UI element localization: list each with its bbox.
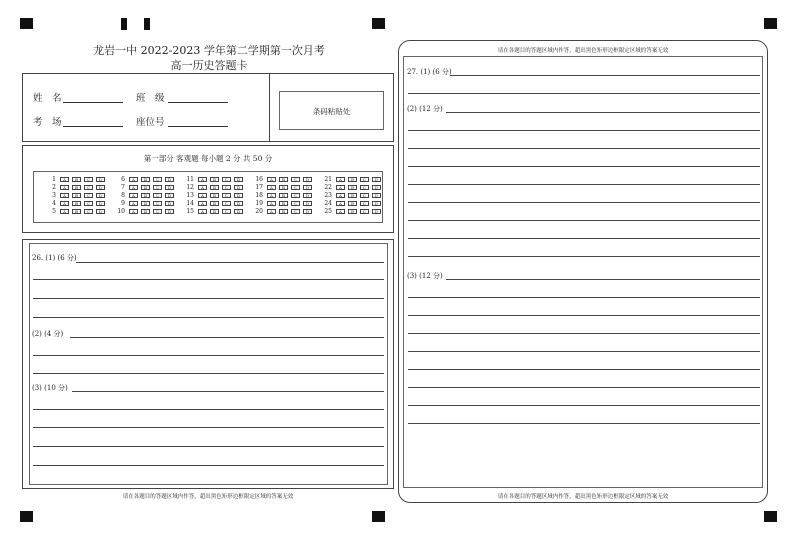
answer-bubble-4-d[interactable]: D (96, 201, 105, 206)
answer-bubble-22-d[interactable]: D (372, 185, 381, 190)
q27-part1-label: 27. (1) (6 分) (407, 68, 452, 76)
q27-answer-line[interactable] (408, 423, 760, 424)
q27-answer-line[interactable] (408, 184, 760, 185)
q26-answer-line[interactable] (33, 298, 384, 299)
q26-answer-line[interactable] (33, 279, 384, 280)
answer-bubble-10-a[interactable]: A (129, 209, 138, 214)
answer-bubble-7-a[interactable]: A (129, 185, 138, 190)
answer-bubble-3-b[interactable]: B (72, 193, 81, 198)
objective-title: 第一部分 客观题 每小题 2 分 共 50 分 (143, 154, 273, 163)
answer-bubble-23-c[interactable]: C (360, 193, 369, 198)
student-info-box (22, 73, 394, 142)
exam-room-label: 考 场 (33, 117, 62, 128)
answer-bubble-19-a[interactable]: A (267, 201, 276, 206)
question-number: 4 (52, 200, 56, 207)
question-number: 11 (186, 176, 194, 183)
q26-part2-line-1[interactable] (70, 337, 384, 338)
q27-answer-line[interactable] (408, 238, 760, 239)
barcode-label: 条码粘贴处 (312, 107, 351, 116)
q26-part1-line-1[interactable] (76, 262, 384, 263)
bubble-grid (33, 171, 383, 223)
question-number: 2 (52, 184, 56, 191)
answer-bubble-14-d[interactable]: D (234, 201, 243, 206)
q27-answer-line[interactable] (408, 148, 760, 149)
answer-bubble-14-a[interactable]: A (198, 201, 207, 206)
answer-bubble-12-d[interactable]: D (234, 185, 243, 190)
answer-bubble-2-a[interactable]: A (60, 185, 69, 190)
question-number: 8 (121, 192, 125, 199)
answer-bubble-14-b[interactable]: B (210, 201, 219, 206)
class-label: 班 级 (136, 93, 165, 104)
answer-bubble-24-c[interactable]: C (360, 201, 369, 206)
answer-bubble-18-a[interactable]: A (267, 193, 276, 198)
answer-bubble-12-a[interactable]: A (198, 185, 207, 190)
answer-bubble-1-d[interactable]: D (96, 177, 105, 182)
answer-bubble-9-a[interactable]: A (129, 201, 138, 206)
right-top-notice: 请在各题目的答题区域内作答，超出黑色矩形边框限定区域的答案无效 (497, 48, 669, 54)
q27-answer-line[interactable] (408, 405, 760, 406)
answer-bubble-9-b[interactable]: B (141, 201, 150, 206)
answer-bubble-14-c[interactable]: C (222, 201, 231, 206)
name-field[interactable] (63, 102, 123, 103)
answer-bubble-9-c[interactable]: C (153, 201, 162, 206)
q26-answer-line[interactable] (33, 409, 384, 410)
answer-bubble-24-d[interactable]: D (372, 201, 381, 206)
q27-answer-line[interactable] (408, 315, 760, 316)
answer-bubble-13-c[interactable]: C (222, 193, 231, 198)
q26-answer-line[interactable] (33, 317, 384, 318)
q27-answer-line[interactable] (408, 387, 760, 388)
answer-bubble-7-c[interactable]: C (153, 185, 162, 190)
answer-bubble-6-c[interactable]: C (153, 177, 162, 182)
answer-bubble-11-d[interactable]: D (234, 177, 243, 182)
seat-field[interactable] (168, 126, 228, 127)
answer-bubble-17-d[interactable]: D (303, 185, 312, 190)
q26-answer-line[interactable] (33, 465, 384, 466)
q27-part2-line-1[interactable] (446, 112, 760, 113)
question-number: 9 (121, 200, 125, 207)
answer-bubble-15-a[interactable]: A (198, 209, 207, 214)
answer-bubble-16-b[interactable]: B (279, 177, 288, 182)
answer-bubble-21-d[interactable]: D (372, 177, 381, 182)
answer-bubble-11-a[interactable]: A (198, 177, 207, 182)
answer-bubble-8-c[interactable]: C (153, 193, 162, 198)
question-number: 1 (52, 176, 56, 183)
class-field[interactable] (168, 102, 228, 103)
q27-answer-line[interactable] (408, 351, 760, 352)
question-number: 23 (324, 192, 332, 199)
answer-bubble-4-a[interactable]: A (60, 201, 69, 206)
answer-bubble-19-c[interactable]: C (291, 201, 300, 206)
q27-answer-line[interactable] (408, 256, 760, 257)
question-number: 21 (324, 176, 332, 183)
question-number: 22 (324, 184, 332, 191)
answer-bubble-25-c[interactable]: C (360, 209, 369, 214)
answer-bubble-10-b[interactable]: B (141, 209, 150, 214)
answer-bubble-12-c[interactable]: C (222, 185, 231, 190)
left-bottom-notice: 请在各题目的答题区域内作答，超出黑色矩形边框限定区域的答案无效 (122, 494, 294, 500)
answer-bubble-4-c[interactable]: C (84, 201, 93, 206)
q27-part2-label: (2) (12 分) (407, 105, 443, 113)
q27-answer-panel (398, 40, 768, 503)
barcode-area (279, 91, 384, 130)
q27-answer-line[interactable] (408, 130, 760, 131)
answer-bubble-16-d[interactable]: D (303, 177, 312, 182)
answer-bubble-6-d[interactable]: D (165, 177, 174, 182)
q26-inner-frame (29, 243, 388, 485)
answer-bubble-15-d[interactable]: D (234, 209, 243, 214)
question-number: 14 (186, 200, 194, 207)
q27-part3-line-1[interactable] (446, 279, 760, 280)
answer-bubble-18-b[interactable]: B (279, 193, 288, 198)
answer-bubble-6-b[interactable]: B (141, 177, 150, 182)
answer-bubble-3-c[interactable]: C (84, 193, 93, 198)
answer-bubble-5-a[interactable]: A (60, 209, 69, 214)
answer-bubble-17-a[interactable]: A (267, 185, 276, 190)
answer-bubble-21-a[interactable]: A (336, 177, 345, 182)
answer-bubble-13-a[interactable]: A (198, 193, 207, 198)
q27-answer-line[interactable] (408, 166, 760, 167)
answer-bubble-6-a[interactable]: A (129, 177, 138, 182)
answer-bubble-5-d[interactable]: D (96, 209, 105, 214)
q27-part3-label: (3) (12 分) (407, 272, 443, 280)
question-number: 12 (186, 184, 194, 191)
seat-label: 座位号 (136, 117, 165, 128)
answer-bubble-8-d[interactable]: D (165, 193, 174, 198)
answer-bubble-2-b[interactable]: B (72, 185, 81, 190)
answer-bubble-20-a[interactable]: A (267, 209, 276, 214)
question-number: 20 (255, 208, 263, 215)
answer-bubble-21-c[interactable]: C (360, 177, 369, 182)
question-number: 5 (52, 208, 56, 215)
answer-bubble-15-c[interactable]: C (222, 209, 231, 214)
answer-bubble-4-b[interactable]: B (72, 201, 81, 206)
q26-answer-box (22, 239, 394, 489)
question-number: 25 (324, 208, 332, 215)
corner-mark-top-right (764, 18, 777, 29)
q27-answer-line[interactable] (408, 93, 760, 94)
corner-mark-top-middle (372, 18, 385, 29)
answer-bubble-1-a[interactable]: A (60, 177, 69, 182)
q27-inner-frame (403, 56, 763, 488)
question-number: 6 (121, 176, 125, 183)
answer-bubble-25-d[interactable]: D (372, 209, 381, 214)
answer-bubble-17-c[interactable]: C (291, 185, 300, 190)
answer-bubble-7-d[interactable]: D (165, 185, 174, 190)
answer-bubble-13-d[interactable]: D (234, 193, 243, 198)
timing-mark-2 (144, 18, 150, 30)
exam-room-field[interactable] (63, 126, 123, 127)
timing-mark-1 (121, 18, 127, 30)
info-divider (269, 74, 270, 141)
answer-bubble-20-d[interactable]: D (303, 209, 312, 214)
q26-answer-line[interactable] (33, 446, 384, 447)
right-bottom-notice: 请在各题目的答题区域内作答，超出黑色矩形边框限定区域的答案无效 (497, 494, 669, 500)
answer-bubble-5-b[interactable]: B (72, 209, 81, 214)
corner-mark-bottom-right (764, 511, 777, 522)
answer-bubble-8-a[interactable]: A (129, 193, 138, 198)
question-number: 13 (186, 192, 194, 199)
answer-bubble-24-a[interactable]: A (336, 201, 345, 206)
corner-mark-top-left (20, 18, 33, 29)
answer-bubble-2-d[interactable]: D (96, 185, 105, 190)
answer-bubble-5-c[interactable]: C (84, 209, 93, 214)
q26-answer-line[interactable] (33, 427, 384, 428)
q26-part3-line-1[interactable] (72, 391, 384, 392)
question-number: 16 (255, 176, 263, 183)
q26-answer-line[interactable] (33, 373, 384, 374)
card-title: 高一历史答题卡 (170, 59, 248, 72)
answer-bubble-8-b[interactable]: B (141, 193, 150, 198)
answer-bubble-25-b[interactable]: B (348, 209, 357, 214)
q27-part1-line-1[interactable] (450, 75, 760, 76)
answer-bubble-16-a[interactable]: A (267, 177, 276, 182)
q26-part3-label: (3) (10 分) (32, 384, 68, 392)
name-label: 姓 名 (33, 93, 62, 104)
answer-bubble-20-c[interactable]: C (291, 209, 300, 214)
q27-answer-line[interactable] (408, 297, 760, 298)
answer-bubble-1-c[interactable]: C (84, 177, 93, 182)
q27-answer-line[interactable] (408, 220, 760, 221)
question-number: 18 (255, 192, 263, 199)
answer-bubble-1-b[interactable]: B (72, 177, 81, 182)
exam-title: 龙岩一中 2022-2023 学年第二学期第一次月考 (93, 44, 325, 57)
answer-bubble-17-b[interactable]: B (279, 185, 288, 190)
q26-part1-label: 26. (1) (6 分) (32, 254, 77, 262)
q26-answer-line[interactable] (33, 355, 384, 356)
q27-answer-line[interactable] (408, 333, 760, 334)
answer-bubble-10-d[interactable]: D (165, 209, 174, 214)
answer-bubble-19-b[interactable]: B (279, 201, 288, 206)
objective-section (22, 145, 394, 233)
question-number: 7 (121, 184, 125, 191)
q26-part2-label: (2) (4 分) (32, 330, 64, 338)
answer-bubble-10-c[interactable]: C (153, 209, 162, 214)
answer-bubble-3-a[interactable]: A (60, 193, 69, 198)
corner-mark-bottom-left (20, 511, 33, 522)
answer-bubble-23-d[interactable]: D (372, 193, 381, 198)
answer-bubble-13-b[interactable]: B (210, 193, 219, 198)
answer-bubble-7-b[interactable]: B (141, 185, 150, 190)
q27-answer-line[interactable] (408, 202, 760, 203)
q27-answer-line[interactable] (408, 369, 760, 370)
answer-bubble-3-d[interactable]: D (96, 193, 105, 198)
answer-bubble-21-b[interactable]: B (348, 177, 357, 182)
question-number: 15 (186, 208, 194, 215)
question-number: 17 (255, 184, 263, 191)
answer-bubble-19-d[interactable]: D (303, 201, 312, 206)
answer-bubble-16-c[interactable]: C (291, 177, 300, 182)
answer-bubble-23-b[interactable]: B (348, 193, 357, 198)
answer-bubble-23-a[interactable]: A (336, 193, 345, 198)
answer-bubble-24-b[interactable]: B (348, 201, 357, 206)
answer-bubble-25-a[interactable]: A (336, 209, 345, 214)
answer-bubble-22-a[interactable]: A (336, 185, 345, 190)
question-number: 19 (255, 200, 263, 207)
question-number: 10 (117, 208, 125, 215)
answer-bubble-18-c[interactable]: C (291, 193, 300, 198)
answer-bubble-22-b[interactable]: B (348, 185, 357, 190)
answer-bubble-18-d[interactable]: D (303, 193, 312, 198)
question-number: 24 (324, 200, 332, 207)
answer-bubble-11-b[interactable]: B (210, 177, 219, 182)
question-number: 3 (52, 192, 56, 199)
answer-bubble-11-c[interactable]: C (222, 177, 231, 182)
answer-bubble-2-c[interactable]: C (84, 185, 93, 190)
answer-bubble-12-b[interactable]: B (210, 185, 219, 190)
answer-bubble-15-b[interactable]: B (210, 209, 219, 214)
corner-mark-bottom-middle (372, 511, 385, 522)
answer-bubble-9-d[interactable]: D (165, 201, 174, 206)
answer-bubble-20-b[interactable]: B (279, 209, 288, 214)
answer-bubble-22-c[interactable]: C (360, 185, 369, 190)
